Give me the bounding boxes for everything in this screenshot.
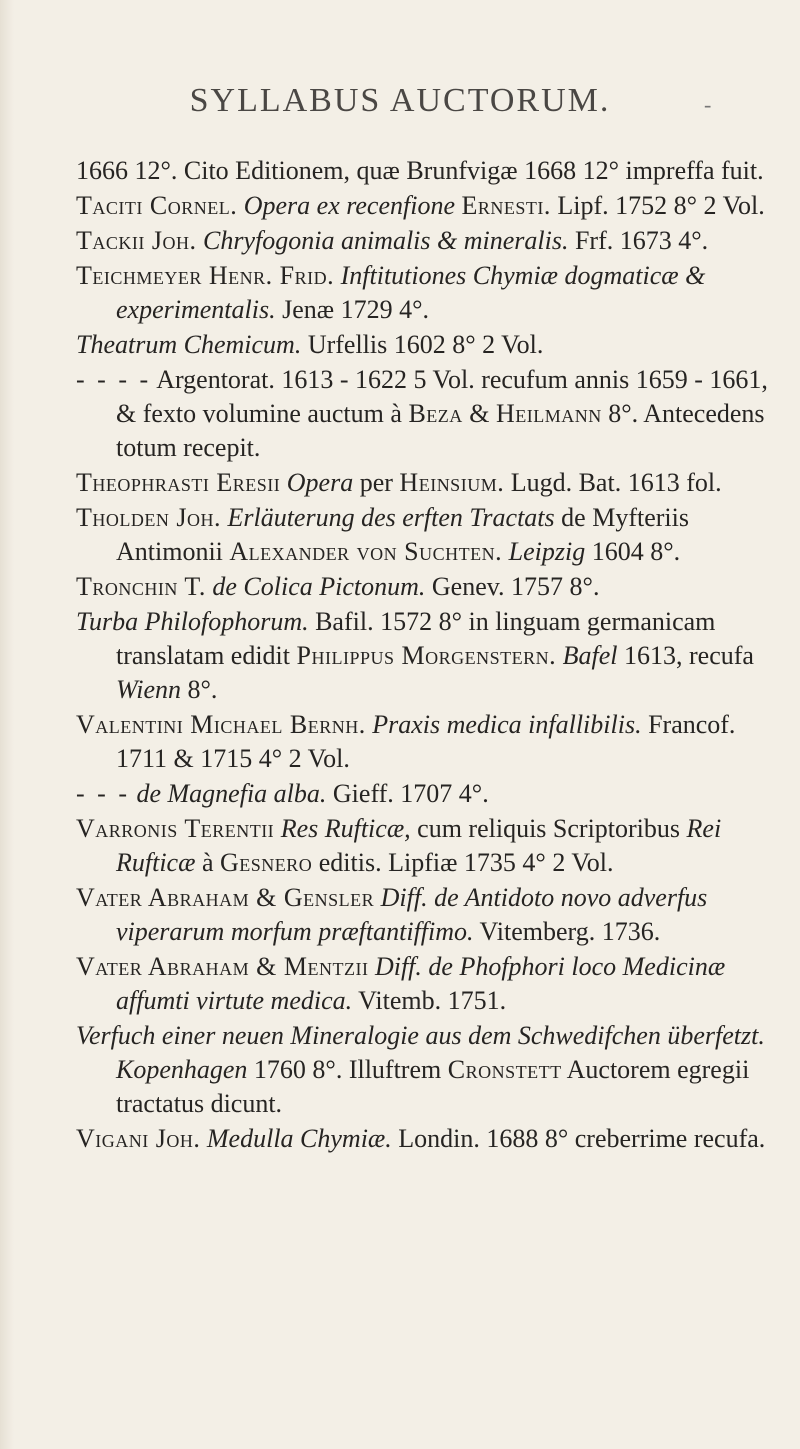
author-name: Taciti Cornel. xyxy=(76,191,238,220)
work-title: Erläuterung des erften Tractats xyxy=(227,503,555,532)
work-title: Praxis medica infallibilis. xyxy=(372,710,642,739)
bibliography-entry xyxy=(76,189,776,223)
entry-text: Argentorat. 1613 - 1622 5 Vol. recufum annis 1659 - 1661, & fexto volumine auctum à xyxy=(116,365,768,428)
running-header: SYLLABUS AUCTORUM. xyxy=(189,82,611,119)
author-name: Tholden Joh. xyxy=(76,503,221,532)
author-name: Tronchin T. xyxy=(76,572,206,601)
entry-text: per xyxy=(353,468,400,497)
work-title: Leipzig xyxy=(508,537,586,566)
entry-text: 8°. xyxy=(181,675,218,704)
author-name: Heinsium. xyxy=(399,468,505,497)
work-title: de Magnefia alba. xyxy=(136,779,327,808)
page-edge xyxy=(0,0,14,1449)
entry-text: à xyxy=(195,848,220,877)
entry-text: Jenæ 1729 4°. xyxy=(275,295,429,324)
bibliography-entry xyxy=(76,224,776,258)
author-name: Vater Abraham & Gensler xyxy=(76,883,375,912)
author-name: Vater Abraham & Mentzii xyxy=(76,952,369,981)
author-name: Heilmann xyxy=(496,399,602,428)
author-name: Beza xyxy=(408,399,463,428)
bibliography-entry xyxy=(76,950,776,1018)
author-name: Valentini Michael Bernh. xyxy=(76,710,366,739)
work-title: Diff. de Phofphori loco Medicinæ affumti virtute medica. xyxy=(116,952,726,1015)
entry-text: Lugd. Bat. 1613 fol. xyxy=(504,468,722,497)
bibliography-entry xyxy=(76,708,776,776)
work-title: Theatrum Chemicum. xyxy=(76,330,302,359)
entry-text: - - - xyxy=(76,779,130,808)
work-title: Rei Rufticæ xyxy=(116,814,722,877)
bibliography-list xyxy=(76,154,776,1157)
work-title: Wienn xyxy=(116,675,181,704)
author-name: Vigani Joh. xyxy=(76,1124,201,1153)
work-title: Chryfogonia animalis & mineralis. xyxy=(203,226,569,255)
entry-text: - - - - xyxy=(76,365,152,394)
bibliography-entry xyxy=(76,1019,776,1121)
entry-text: 1613, recufa xyxy=(617,641,754,670)
author-name: Varronis Terentii xyxy=(76,814,275,843)
author-name: Tackii Joh. xyxy=(76,226,197,255)
bibliography-entry xyxy=(76,466,776,500)
header-mark: - xyxy=(704,92,712,117)
entry-continuation xyxy=(76,154,776,188)
entry-text: 1604 8°. xyxy=(585,537,681,566)
entry-text: Gieff. 1707 4°. xyxy=(326,779,489,808)
bibliography-entry xyxy=(76,605,776,707)
work-title: Turba Philofophorum. xyxy=(76,607,309,636)
work-title: Diff. de Antidoto novo adverfus viperarum morfum præftantiffimo. xyxy=(116,883,708,946)
entry-text: Vitemb. 1751. xyxy=(352,986,507,1015)
bibliography-entry xyxy=(76,501,776,569)
entry-text: de Myfteriis Antimonii xyxy=(116,503,689,566)
work-title: Medulla Chymiæ. xyxy=(206,1124,392,1153)
entry-text: Urfellis 1602 8° 2 Vol. xyxy=(301,330,544,359)
entry-text: 8°. Antecedens totum recepit. xyxy=(116,399,765,462)
entry-text: 1760 8°. Illuftrem xyxy=(247,1055,448,1084)
work-title: Opera xyxy=(286,468,354,497)
work-title: Verfuch einer neuen Mineralogie aus dem Schwedifchen überfetzt. Kopenhagen xyxy=(76,1021,765,1084)
work-title: de Colica Pictonum. xyxy=(212,572,426,601)
work-title: Inftitutiones Chymiæ dogmaticæ & experimentalis. xyxy=(116,261,706,324)
entry-text: & xyxy=(462,399,497,428)
author-name: Ernesti. xyxy=(461,191,551,220)
bibliography-entry xyxy=(76,570,776,604)
entry-text: Genev. 1757 8°. xyxy=(425,572,600,601)
entry-text: Francof. 1711 & 1715 4° 2 Vol. xyxy=(116,710,736,773)
bibliography-entry xyxy=(76,812,776,880)
entry-text: editis. Lipfiæ 1735 4° 2 Vol. xyxy=(312,848,614,877)
author-name: Philippus Morgenstern. xyxy=(296,641,557,670)
work-title: Res Rufticæ, xyxy=(280,814,411,843)
entry-text: Frf. 1673 4°. xyxy=(568,226,709,255)
author-name: Teichmeyer Henr. Frid. xyxy=(76,261,335,290)
entry-text: Vitemberg. 1736. xyxy=(473,917,661,946)
entry-text: Auctorem egregii tractatus dicunt. xyxy=(116,1055,750,1118)
bibliography-entry xyxy=(76,1122,776,1156)
bibliography-entry xyxy=(76,259,776,327)
entry-text: Lipf. 1752 8° 2 Vol. xyxy=(550,191,765,220)
entry-text: Bafil. 1572 8° in linguam germanicam translatam edidit xyxy=(116,607,716,670)
author-name: Cronstett xyxy=(447,1055,562,1084)
author-name: Alexander von Suchten. xyxy=(229,537,503,566)
work-title: Opera ex recenfione xyxy=(243,191,455,220)
work-title: Bafel xyxy=(562,641,618,670)
entry-text: cum reliquis Scriptoribus xyxy=(410,814,687,843)
bibliography-entry xyxy=(76,328,776,362)
author-name: Theophrasti Eresii xyxy=(76,468,281,497)
bibliography-entry xyxy=(76,777,776,811)
bibliography-entry xyxy=(76,363,776,465)
entry-text: 1666 12°. Cito Editionem, quæ Brunfvigæ 1668 12° impreffa fuit. xyxy=(76,156,764,185)
bibliography-entry xyxy=(76,881,776,949)
entry-text: Londin. 1688 8° creberrime recufa. xyxy=(391,1124,766,1153)
author-name: Gesnero xyxy=(219,848,313,877)
